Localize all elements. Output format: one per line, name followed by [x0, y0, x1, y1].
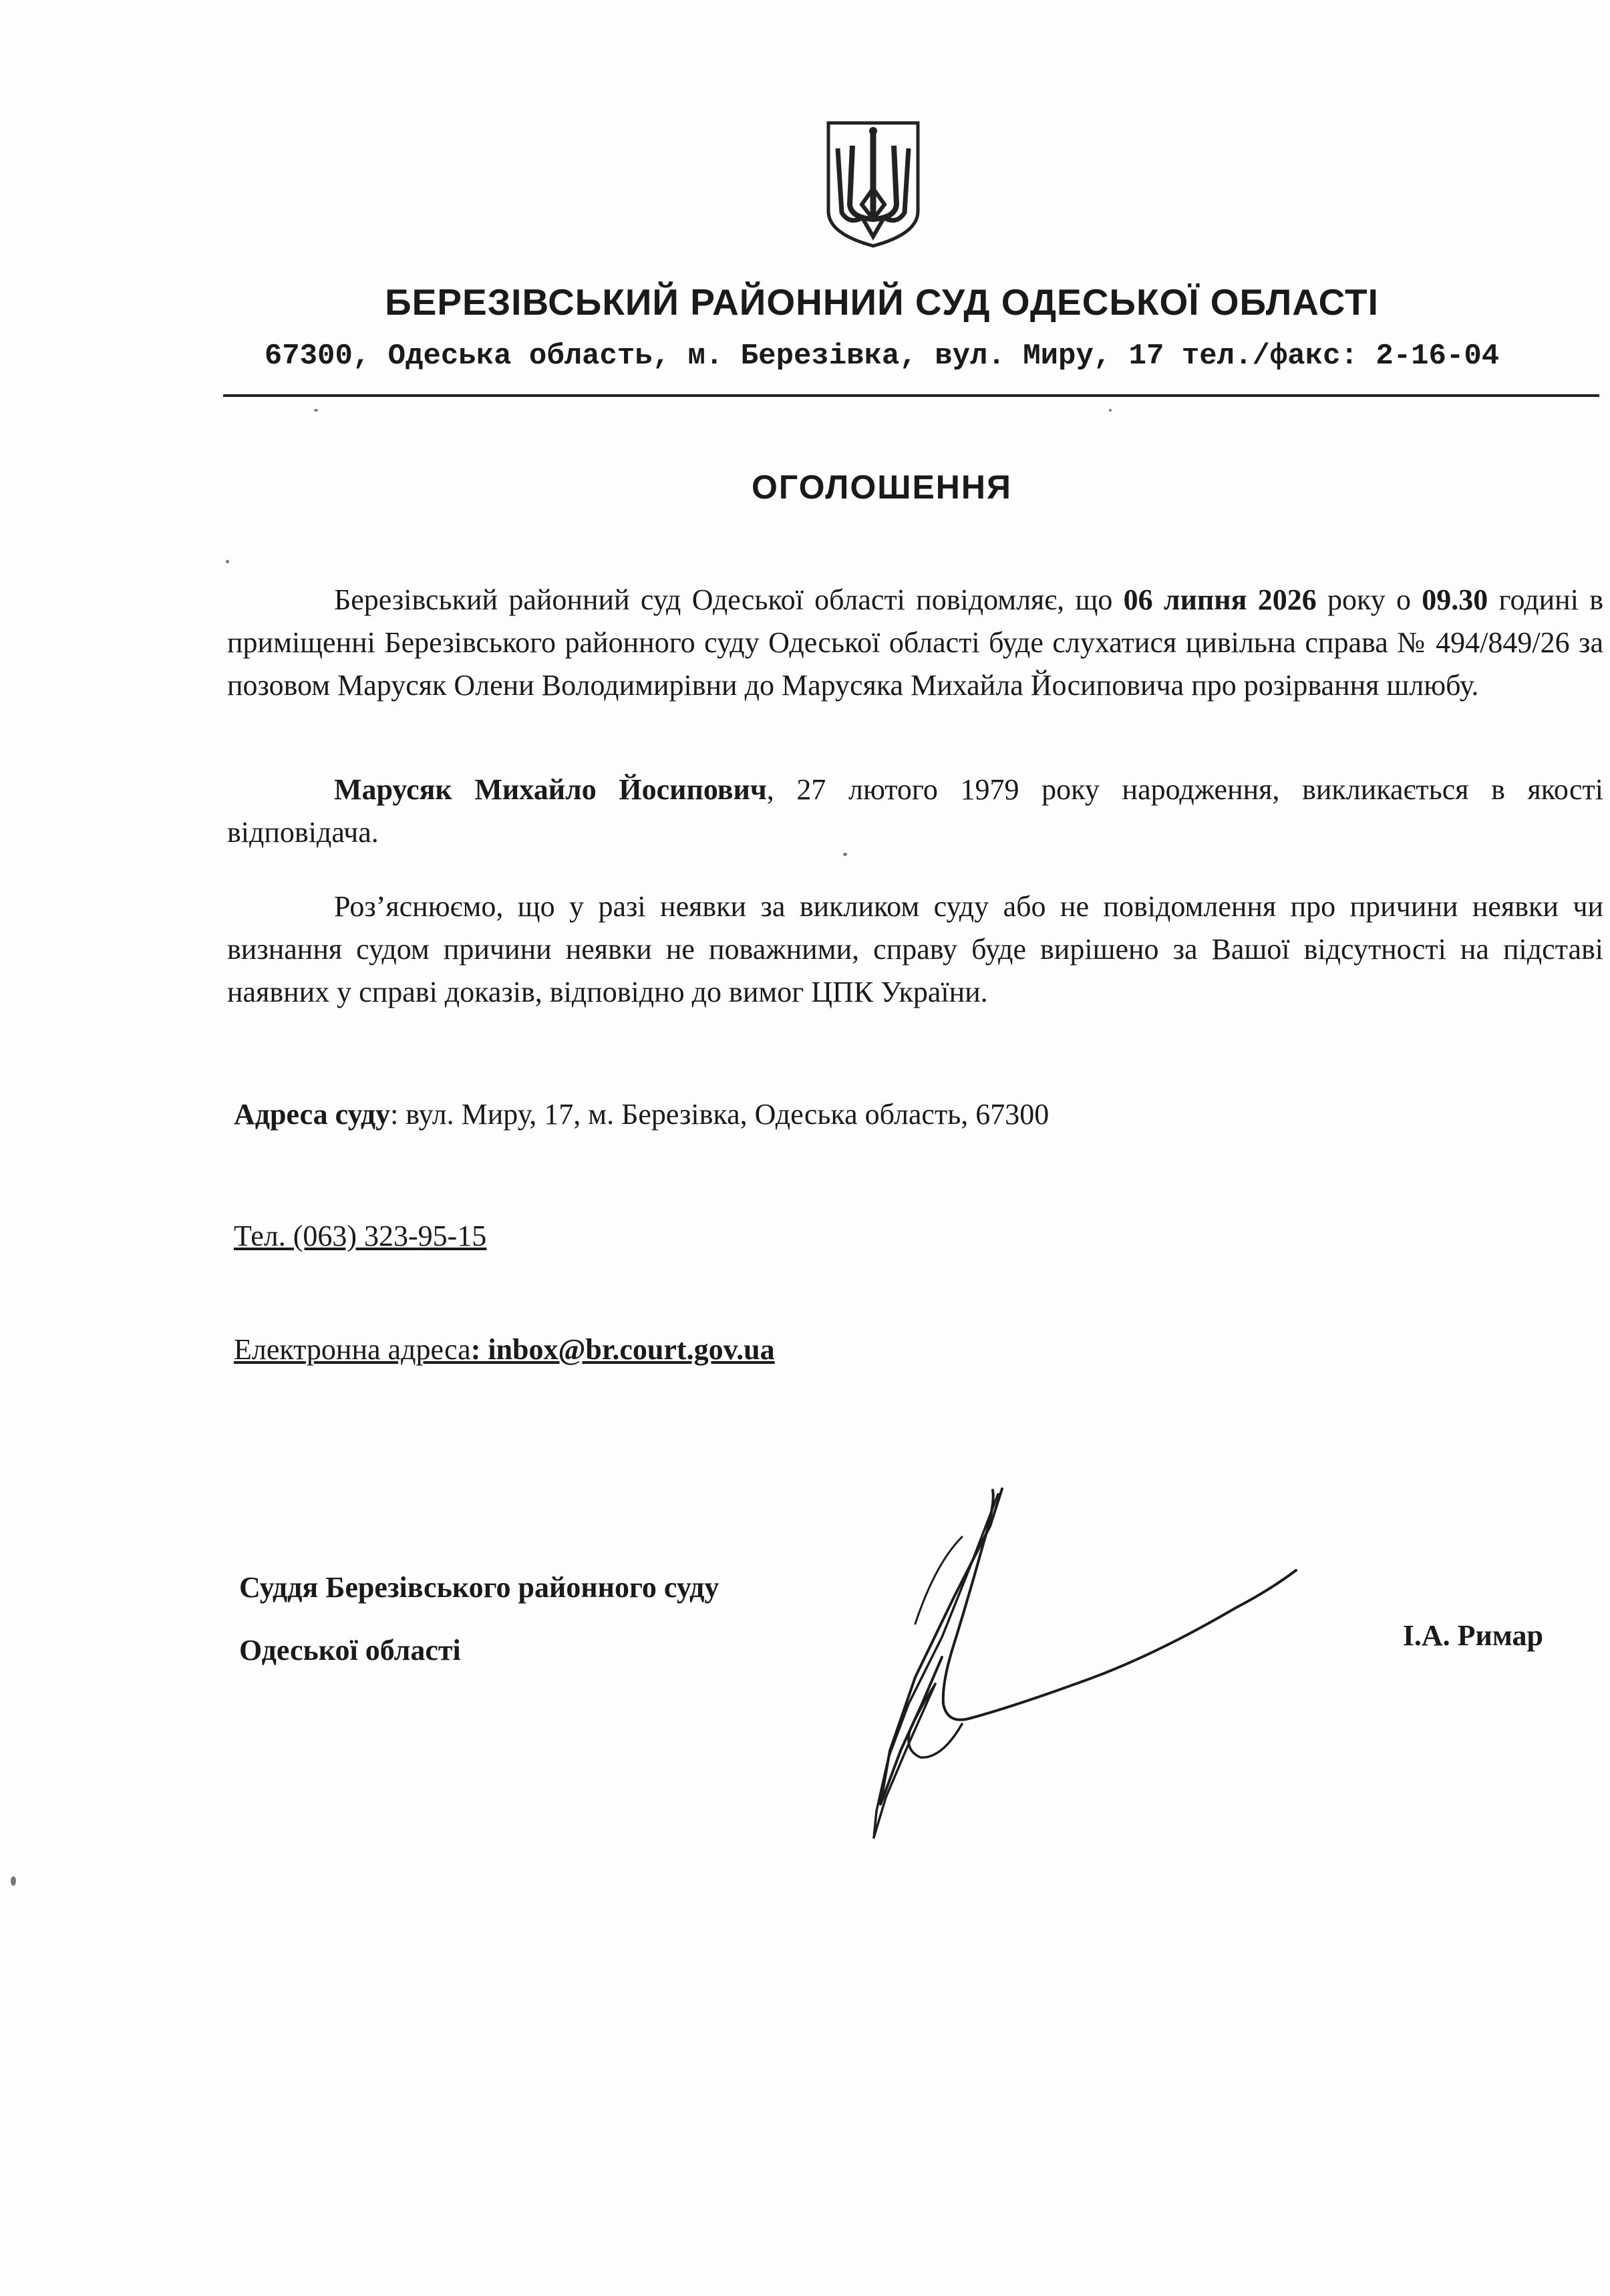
scan-speck [1109, 409, 1112, 412]
trident-coat-of-arms-icon [823, 119, 923, 249]
judge-title-line1: Суддя Березівського районного суду [239, 1571, 719, 1604]
scan-speck [314, 409, 318, 412]
scan-speck [11, 1876, 16, 1886]
document-title: ОГОЛОШЕННЯ [752, 468, 1012, 506]
scan-speck [226, 560, 229, 563]
announcement-paragraph [227, 579, 1603, 707]
email-line [234, 1330, 775, 1370]
email-label: Електронна адреса [234, 1333, 471, 1366]
announcement-text: годині в приміщенні Березівського районного суду Одеської області буде слухатися цивільна справа № 494/849/26 за позовом Марусяк Олени Володимирівни до Марусяка Михайла Йосиповича про розірвання шлюбу. [227, 583, 1603, 702]
address-label: Адреса суду [234, 1098, 391, 1131]
address-value: : вул. Миру, 17, м. Березівка, Одеська область, 67300 [390, 1098, 1050, 1131]
judge-name: І.А. Римар [1402, 1619, 1543, 1652]
email-address: : inbox@br.court.gov.ua [470, 1333, 775, 1366]
court-address: 67300, Одеська область, м. Березівка, вул. Миру, 17 тел./факс: 2-16-04 [264, 339, 1500, 373]
hearing-date: 06 липня 2026 [1123, 583, 1317, 616]
summons-text: , 27 лютого 1979 року народження, викликається в якості відповідача. [227, 773, 1603, 849]
phone-line: Тел. (063) 323-95-15 [234, 1219, 487, 1252]
header-divider [223, 394, 1599, 397]
consequences-paragraph: Роз’яснюємо, що у разі неявки за викликом суду або не повідомлення про причини неявки чи визнання судом причини неявки не поважними, справу буде вирішено за Вашої відсутності на підставі наявних у справі доказів, відповідно до вимог ЦПК України. [227, 890, 1603, 1008]
court-name: БЕРЕЗІВСЬКИЙ РАЙОННИЙ СУД ОДЕСЬКОЇ ОБЛАСТІ [385, 281, 1379, 323]
hearing-time: 09.30 [1422, 583, 1488, 616]
handwritten-signature [835, 1483, 1316, 1858]
court-address-line [234, 1095, 1049, 1135]
announcement-text: Березівський районний суд Одеської області повідомляє, що [334, 583, 1124, 616]
summons-paragraph [227, 768, 1603, 854]
defendant-name: Марусяк Михайло Йосипович [334, 773, 767, 806]
judge-title-line2: Одеської області [239, 1634, 461, 1667]
scan-speck [843, 853, 847, 856]
announcement-text: року о [1316, 583, 1422, 616]
